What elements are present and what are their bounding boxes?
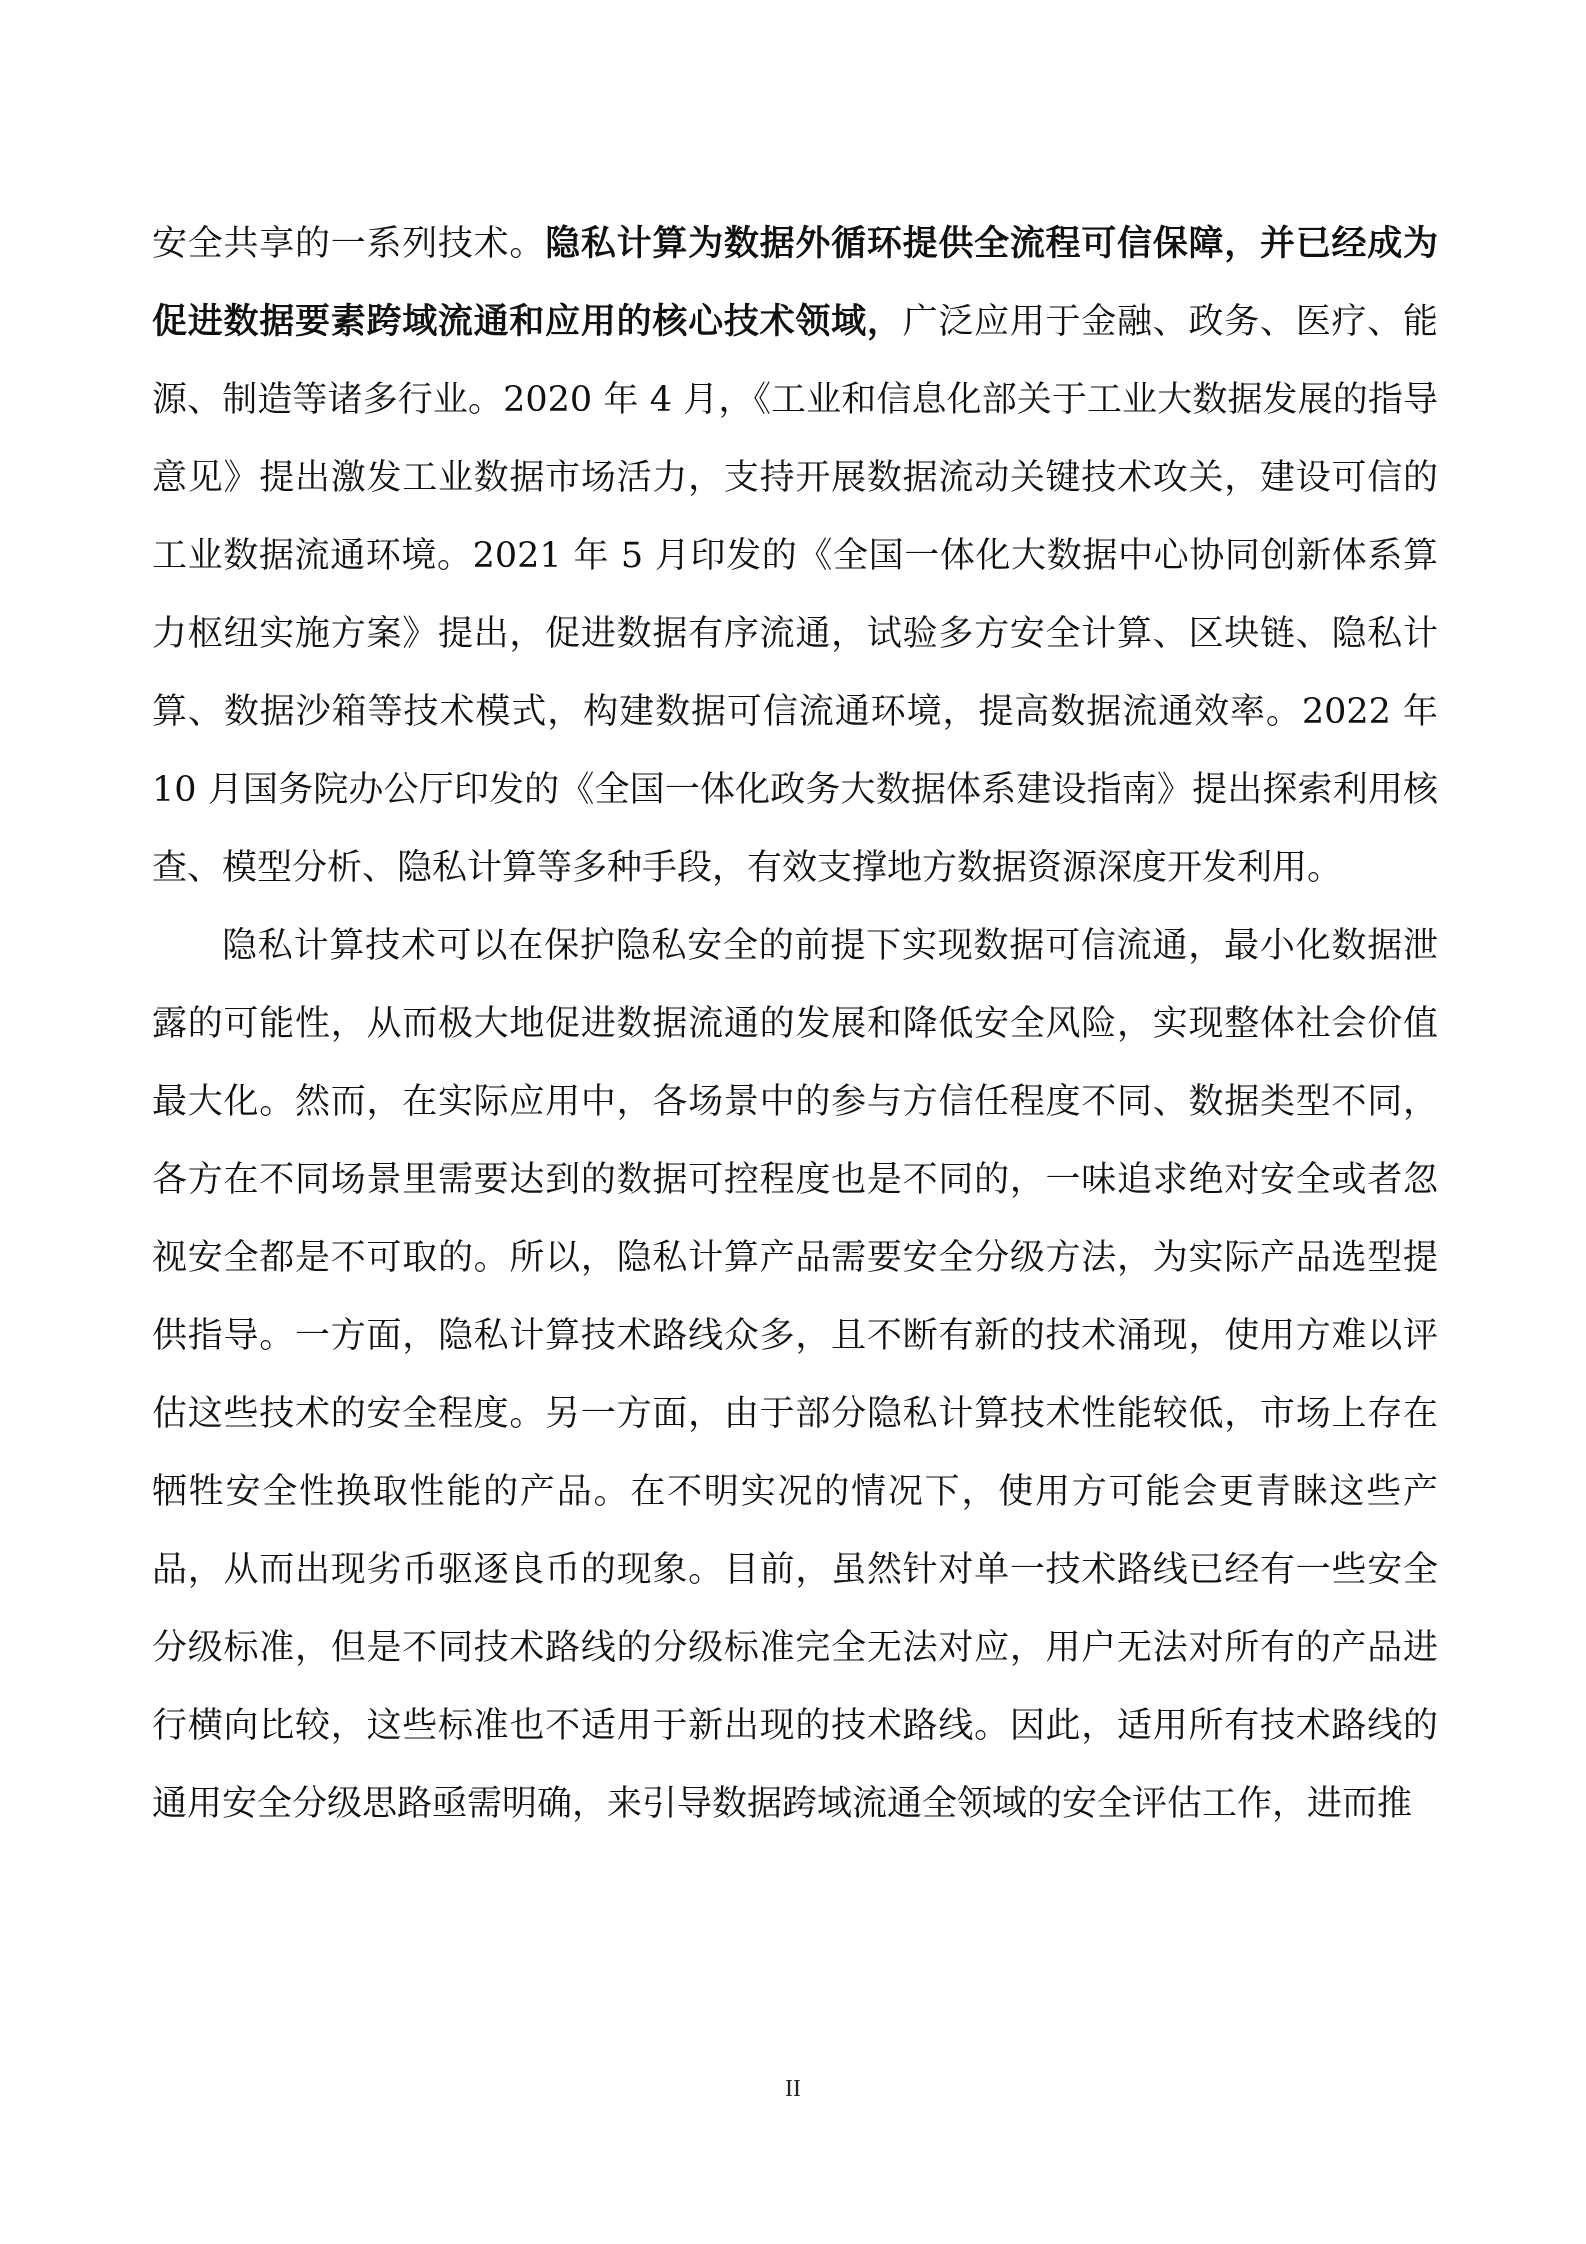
page-number: II: [785, 2076, 801, 2102]
paragraph-1-bold-statement: 隐私计算为数据外循环提供全流程可信保障，并已经成为促进数据要素跨域流通和应用的核心技术领域，: [152, 224, 1438, 342]
paragraph-1-lead: 安全共享的一系列技术。: [152, 224, 546, 264]
paragraph-1-rest: 广泛应用于金融、政务、医疗、能源、制造等诸多行业。2020 年 4 月，《工业和信息化部关于工业大数据发展的指导意见》提出激发工业数据市场活力，支持开展数据流动关键技术攻关，建设可信的工业数据流通环境。2021 年 5 月印发的《全国一体化大数据中心协同创新体系算力枢纽实施方案》提出，促进数据有序流通，试验多方安全计算、区块链、隐私计算、数据沙箱等技术模式，构建数据可信流通环境，提高数据流通效率。2022 年 10 月国务院办公厅印发的《全国一体化政务大数据体系建设指南》提出探索利用核查、模型分析、隐私计算等多种手段，有效支撑地方数据资源深度开发利用。: [152, 302, 1438, 888]
paragraph-2: 隐私计算技术可以在保护隐私安全的前提下实现数据可信流通，最小化数据泄露的可能性，从而极大地促进数据流通的发展和降低安全风险，实现整体社会价值最大化。然而，在实际应用中，各场景中的参与方信任程度不同、数据类型不同，各方在不同场景里需要达到的数据可控程度也是不同的，一味追求绝对安全或者忽视安全都是不可取的。所以，隐私计算产品需要安全分级方法，为实际产品选型提供指导。一方面，隐私计算技术路线众多，且不断有新的技术涌现，使用方难以评估这些技术的安全程度。另一方面，由于部分隐私计算技术性能较低，市场上存在牺牲安全性换取性能的产品。在不明实况的情况下，使用方可能会更青睐这些产品，从而出现劣币驱逐良币的现象。目前，虽然针对单一技术路线已经有一些安全分级标准，但是不同技术路线的分级标准完全无法对应，用户无法对所有的产品进行横向比较，这些标准也不适用于新出现的技术路线。因此，适用所有技术路线的通用安全分级思路亟需明确，来引导数据跨域流通全领域的安全评估工作，进而推: [152, 926, 1438, 1824]
paragraph-1: [152, 205, 1438, 907]
body-text: [152, 205, 1438, 1843]
